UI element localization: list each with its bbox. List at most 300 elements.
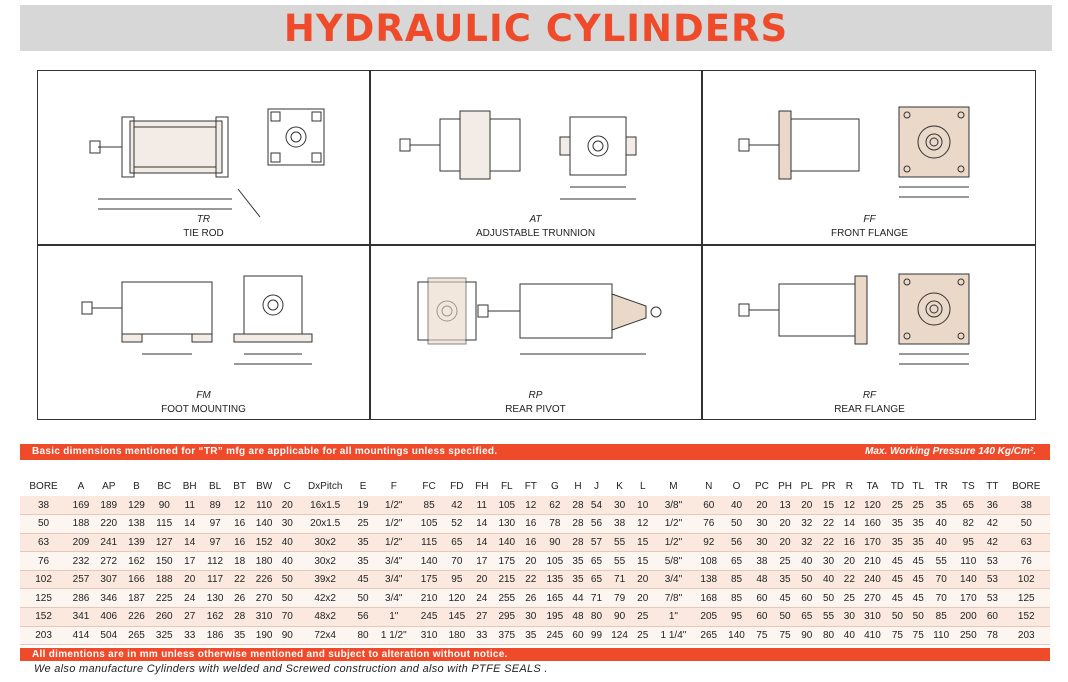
column-header: B <box>133 480 140 492</box>
table-cell: 170 <box>864 536 881 548</box>
table-cell: 1 1/2" <box>380 629 407 641</box>
table-cell: 162 <box>206 611 224 623</box>
table-cell: 1/2" <box>385 518 403 530</box>
diagram-rear-flange <box>703 246 1036 420</box>
diagram-adjustable-trunnion <box>370 71 701 244</box>
table-cell: 310 <box>420 629 438 641</box>
column-header: A <box>77 480 85 492</box>
table-cell: 20 <box>637 592 649 604</box>
table-cell: 35 <box>234 629 246 641</box>
table-cell: 65 <box>730 555 743 567</box>
table-cell: 325 <box>155 629 173 641</box>
table-cell: 40 <box>281 555 293 567</box>
table-cell: 16x1.5 <box>310 499 341 511</box>
table-cell: 99 <box>590 629 603 641</box>
table-cell: 35 <box>357 536 369 548</box>
table-cell: 3/4" <box>385 574 403 586</box>
dimensions-table-wrap <box>20 476 1050 645</box>
table-cell: 226 <box>255 574 273 586</box>
table-cell: 25 <box>912 499 924 511</box>
diagram-caption: TIE ROD <box>183 228 224 239</box>
table-cell: 90 <box>801 629 813 641</box>
table-cell: 26 <box>234 592 246 604</box>
table-cell: 60 <box>986 611 998 623</box>
table-cell: 13 <box>779 499 791 511</box>
column-header: BW <box>256 480 273 492</box>
table-cell: 60 <box>756 611 768 623</box>
table-cell: 203 <box>1017 629 1035 641</box>
column-header: R <box>845 480 853 492</box>
table-cell: 310 <box>864 611 881 623</box>
table-cell: 25 <box>891 499 903 511</box>
table-cell: 32 <box>801 536 813 548</box>
column-header: TS <box>961 480 975 492</box>
table-cell: 75 <box>756 629 768 641</box>
table-row <box>20 570 1050 589</box>
diagram-caption: FRONT FLANGE <box>830 228 909 239</box>
column-header: AP <box>102 480 116 492</box>
diagram-code: AT <box>529 214 542 225</box>
column-header: O <box>732 480 741 492</box>
table-cell: 62 <box>549 499 561 511</box>
table-cell: 35 <box>357 555 369 567</box>
table-cell: 40 <box>822 574 835 586</box>
table-cell: 165 <box>546 592 564 604</box>
table-cell: 186 <box>206 629 224 641</box>
table-cell: 168 <box>700 592 718 604</box>
table-cell: 25 <box>779 555 791 567</box>
table-cell: 125 <box>1017 592 1035 604</box>
table-cell: 140 <box>728 629 745 641</box>
table-cell: 307 <box>100 574 118 586</box>
table-cell: 209 <box>72 536 90 548</box>
table-cell: 20 <box>779 536 791 548</box>
table-cell: 140 <box>255 518 273 530</box>
table-cell: 52 <box>451 518 463 530</box>
column-header: TR <box>934 480 948 492</box>
table-cell: 12 <box>843 499 855 511</box>
table-cell: 152 <box>35 611 52 623</box>
table-row <box>20 496 1050 515</box>
table-cell: 60 <box>572 629 584 641</box>
table-cell: 20 <box>637 574 649 586</box>
table-cell: 20 <box>281 499 293 511</box>
table-cell: 189 <box>100 499 118 511</box>
diagram-foot-mounting <box>38 246 369 420</box>
table-cell: 45 <box>891 592 903 604</box>
table-row <box>20 589 1050 608</box>
table-cell: 140 <box>420 555 438 567</box>
table-cell: 38 <box>1020 499 1032 511</box>
table-cell: 12 <box>525 499 537 511</box>
table-cell: 70 <box>935 574 947 586</box>
table-cell: 35 <box>935 499 947 511</box>
table-cell: 24 <box>476 592 488 604</box>
table-cell: 45 <box>357 574 369 586</box>
table-cell: 45 <box>912 592 924 604</box>
diagram-code: FM <box>196 390 211 401</box>
table-cell: 108 <box>700 555 718 567</box>
table-cell: 78 <box>986 629 998 641</box>
table-cell: 70 <box>935 592 947 604</box>
table-cell: 50 <box>357 592 369 604</box>
table-cell: 30x2 <box>314 536 336 548</box>
table-cell: 115 <box>421 536 438 548</box>
table-cell: 25 <box>637 629 649 641</box>
table-cell: 162 <box>128 555 145 567</box>
table-cell: 125 <box>35 592 52 604</box>
table-cell: 341 <box>72 611 90 623</box>
diagram-tie-rod <box>38 71 369 244</box>
column-header: PH <box>778 480 793 492</box>
table-cell: 70 <box>281 611 293 623</box>
table-cell: 30 <box>614 499 626 511</box>
table-cell: 45 <box>912 574 924 586</box>
table-cell: 16 <box>234 536 246 548</box>
table-cell: 105 <box>498 499 516 511</box>
table-cell: 53 <box>986 592 998 604</box>
table-cell: 180 <box>255 555 273 567</box>
table-cell: 12 <box>637 518 649 530</box>
table-cell: 410 <box>864 629 881 641</box>
table-cell: 18 <box>234 555 246 567</box>
column-header: E <box>359 480 367 492</box>
table-cell: 35 <box>525 629 537 641</box>
table-cell: 3/4" <box>385 592 403 604</box>
table-cell: 78 <box>549 518 561 530</box>
table-cell: 17 <box>476 555 488 567</box>
table-cell: 28 <box>572 518 584 530</box>
table-cell: 169 <box>72 499 90 511</box>
table-cell: 20 <box>779 518 791 530</box>
table-cell: 140 <box>960 574 977 586</box>
table-cell: 152 <box>1017 611 1035 623</box>
table-cell: 257 <box>72 574 90 586</box>
table-cell: 35 <box>891 536 903 548</box>
table-cell: 245 <box>420 611 438 623</box>
table-cell: 195 <box>546 611 564 623</box>
table-cell: 35 <box>779 574 791 586</box>
table-cell: 115 <box>156 518 173 530</box>
table-cell: 110 <box>960 555 977 567</box>
table-cell: 17 <box>184 555 196 567</box>
table-cell: 130 <box>206 592 224 604</box>
table-cell: 48 <box>572 611 584 623</box>
max-pressure: Max. Working Pressure 140 Kg/Cm². <box>865 446 1036 457</box>
table-cell: 20x1.5 <box>310 518 341 530</box>
table-cell: 203 <box>35 629 52 641</box>
footnote: We also manufacture Cylinders with welded and Screwed construction and also with PTFE SEALS . <box>34 663 548 675</box>
table-cell: 75 <box>779 629 791 641</box>
table-cell: 175 <box>498 555 516 567</box>
table-cell: 90 <box>614 611 626 623</box>
table-cell: 33 <box>184 629 196 641</box>
column-header: TL <box>912 480 925 492</box>
column-header: FC <box>422 480 436 492</box>
table-cell: 16 <box>525 536 537 548</box>
diagram-front-flange <box>703 71 1036 244</box>
table-cell: 45 <box>891 555 903 567</box>
diagram-code: RF <box>862 390 877 401</box>
table-cell: 286 <box>72 592 90 604</box>
table-cell: 65 <box>451 536 463 548</box>
table-cell: 63 <box>1020 536 1032 548</box>
table-cell: 270 <box>864 592 881 604</box>
table-cell: 3/8" <box>664 499 683 511</box>
table-cell: 5/8" <box>664 555 683 567</box>
table-cell: 270 <box>255 592 273 604</box>
table-cell: 28 <box>234 611 246 623</box>
table-cell: 27 <box>184 611 196 623</box>
table-cell: 22 <box>843 574 855 586</box>
table-cell: 265 <box>128 629 145 641</box>
table-cell: 346 <box>100 592 118 604</box>
table-cell: 1/2" <box>385 499 403 511</box>
table-cell: 71 <box>614 574 626 586</box>
table-cell: 139 <box>128 536 145 548</box>
dimensions-table <box>20 476 1050 645</box>
table-cell: 25 <box>637 611 649 623</box>
column-header: M <box>669 480 678 492</box>
table-cell: 50 <box>38 518 50 530</box>
column-header: FL <box>500 480 513 492</box>
table-cell: 89 <box>209 499 221 511</box>
table-cell: 80 <box>357 629 369 641</box>
table-cell: 1 1/4" <box>660 629 687 641</box>
diagram-caption: ADJUSTABLE TRUNNION <box>475 228 596 239</box>
table-cell: 53 <box>986 574 998 586</box>
table-cell: 90 <box>549 536 561 548</box>
table-cell: 20 <box>756 499 768 511</box>
table-cell: 60 <box>703 499 715 511</box>
table-cell: 56 <box>590 518 603 530</box>
table-cell: 28 <box>572 536 584 548</box>
table-cell: 30x2 <box>314 555 336 567</box>
column-header: FH <box>475 480 489 492</box>
table-cell: 166 <box>128 574 145 586</box>
table-cell: 57 <box>590 536 603 548</box>
table-cell: 55 <box>614 555 626 567</box>
table-cell: 310 <box>255 611 273 623</box>
table-cell: 55 <box>822 611 835 623</box>
table-cell: 92 <box>703 536 715 548</box>
table-cell: 85 <box>730 592 743 604</box>
table-cell: 42 <box>986 518 998 530</box>
disclaimer-banner <box>20 648 1050 661</box>
column-header: FT <box>524 480 537 492</box>
table-cell: 1/2" <box>664 518 683 530</box>
column-header: K <box>616 480 623 492</box>
table-cell: 85 <box>423 499 435 511</box>
table-cell: 110 <box>933 629 950 641</box>
table-cell: 56 <box>357 611 369 623</box>
table-cell: 14 <box>476 536 488 548</box>
table-cell: 30 <box>281 518 293 530</box>
table-cell: 414 <box>72 629 90 641</box>
table-cell: 79 <box>614 592 626 604</box>
diagram-rear-pivot <box>370 246 701 420</box>
table-cell: 138 <box>128 518 145 530</box>
table-cell: 50 <box>1020 518 1032 530</box>
table-cell: 7/8" <box>664 592 683 604</box>
disclaimer-text: All dimentions are in mm unless otherwise mentioned and subject to alteration without notice. <box>32 649 508 660</box>
table-cell: 188 <box>155 574 173 586</box>
table-cell: 76 <box>703 518 715 530</box>
table-cell: 30 <box>756 518 768 530</box>
column-header: H <box>574 480 582 492</box>
table-cell: 160 <box>864 518 881 530</box>
table-cell: 30 <box>525 611 537 623</box>
table-cell: 27 <box>476 611 488 623</box>
table-cell: 20 <box>476 574 488 586</box>
table-cell: 10 <box>637 499 649 511</box>
table-cell: 76 <box>1020 555 1032 567</box>
table-cell: 65 <box>590 574 603 586</box>
mounting-diagrams <box>37 70 1036 420</box>
table-cell: 19 <box>357 499 369 511</box>
table-cell: 16 <box>525 518 537 530</box>
table-cell: 20 <box>843 555 855 567</box>
table-cell: 110 <box>256 499 273 511</box>
table-cell: 48x2 <box>314 611 336 623</box>
table-cell: 28 <box>572 499 584 511</box>
table-cell: 14 <box>184 518 196 530</box>
table-cell: 30 <box>822 555 835 567</box>
table-cell: 102 <box>1017 574 1035 586</box>
table-cell: 55 <box>935 555 947 567</box>
diagram-caption: REAR PIVOT <box>505 404 566 415</box>
diagram-caption: FOOT MOUNTING <box>161 404 246 415</box>
table-cell: 56 <box>730 536 743 548</box>
table-cell: 265 <box>700 629 718 641</box>
table-cell: 22 <box>822 536 835 548</box>
table-cell: 50 <box>801 574 813 586</box>
table-cell: 50 <box>779 611 791 623</box>
table-cell: 97 <box>209 518 221 530</box>
table-cell: 255 <box>498 592 516 604</box>
table-cell: 260 <box>155 611 173 623</box>
column-header: L <box>639 480 646 492</box>
table-cell: 210 <box>864 555 881 567</box>
table-cell: 40 <box>935 536 947 548</box>
table-cell: 15 <box>637 536 649 548</box>
column-header: F <box>390 480 397 492</box>
table-cell: 63 <box>38 536 50 548</box>
table-cell: 39x2 <box>314 574 336 586</box>
table-row <box>20 552 1050 571</box>
table-cell: 54 <box>590 499 603 511</box>
table-cell: 25 <box>843 592 855 604</box>
table-cell: 75 <box>891 629 903 641</box>
table-cell: 72x4 <box>314 629 336 641</box>
diagram-code: RP <box>528 390 543 401</box>
table-cell: 130 <box>498 518 516 530</box>
table-cell: 188 <box>72 518 90 530</box>
table-cell: 45 <box>891 574 903 586</box>
table-cell: 272 <box>100 555 118 567</box>
table-cell: 12 <box>234 499 246 511</box>
diagram-code: TR <box>196 214 211 225</box>
table-cell: 50 <box>730 518 743 530</box>
table-cell: 220 <box>100 518 118 530</box>
table-cell: 50 <box>281 592 293 604</box>
table-cell: 14 <box>843 518 855 530</box>
column-header: BORE <box>29 480 58 492</box>
table-row <box>20 626 1050 645</box>
table-cell: 16 <box>234 518 246 530</box>
page-title: HYDRAULIC CYLINDERS <box>283 7 789 50</box>
table-cell: 65 <box>801 611 813 623</box>
table-cell: 20 <box>801 499 813 511</box>
table-cell: 65 <box>590 555 603 567</box>
table-cell: 175 <box>420 574 438 586</box>
table-cell: 1/2" <box>664 536 683 548</box>
column-header: FD <box>450 480 464 492</box>
table-cell: 48 <box>756 574 768 586</box>
table-cell: 22 <box>525 574 537 586</box>
table-cell: 40 <box>801 555 813 567</box>
table-cell: 24 <box>184 592 196 604</box>
table-cell: 14 <box>184 536 196 548</box>
table-cell: 53 <box>986 555 998 567</box>
table-cell: 138 <box>700 574 718 586</box>
table-cell: 250 <box>960 629 977 641</box>
table-cell: 20 <box>525 555 537 567</box>
table-cell: 3/4" <box>385 555 403 567</box>
banner-note: Basic dimensions mentioned for “TR” mfg are applicable for all mountings unless specified. <box>32 446 498 457</box>
table-cell: 40 <box>730 499 743 511</box>
table-cell: 11 <box>476 499 487 511</box>
table-cell: 45 <box>779 592 791 604</box>
table-cell: 42x2 <box>314 592 336 604</box>
table-cell: 80 <box>822 629 835 641</box>
table-cell: 187 <box>128 592 145 604</box>
table-cell: 35 <box>912 518 924 530</box>
table-cell: 90 <box>158 499 170 511</box>
column-header: N <box>705 480 713 492</box>
table-cell: 38 <box>756 555 768 567</box>
table-cell: 3/4" <box>664 574 683 586</box>
table-cell: 76 <box>38 555 50 567</box>
table-cell: 97 <box>209 536 221 548</box>
table-cell: 50 <box>281 574 293 586</box>
table-cell: 124 <box>611 629 628 641</box>
table-header <box>20 476 1050 496</box>
table-cell: 190 <box>255 629 273 641</box>
column-header: PC <box>754 480 769 492</box>
table-cell: 200 <box>960 611 977 623</box>
table-cell: 35 <box>891 518 903 530</box>
table-cell: 85 <box>730 574 743 586</box>
table-cell: 80 <box>590 611 603 623</box>
table-cell: 14 <box>476 518 488 530</box>
column-header: PR <box>821 480 836 492</box>
table-cell: 180 <box>448 629 466 641</box>
table-cell: 120 <box>864 499 881 511</box>
table-cell: 152 <box>255 536 273 548</box>
table-cell: 406 <box>100 611 118 623</box>
column-header: BORE <box>1012 480 1041 492</box>
table-cell: 375 <box>498 629 516 641</box>
table-cell: 65 <box>962 499 974 511</box>
table-cell: 71 <box>590 592 603 604</box>
table-cell: 150 <box>155 555 173 567</box>
table-cell: 226 <box>128 611 145 623</box>
table-cell: 240 <box>864 574 881 586</box>
table-cell: 38 <box>38 499 50 511</box>
table-cell: 25 <box>357 518 369 530</box>
table-cell: 42 <box>986 536 998 548</box>
